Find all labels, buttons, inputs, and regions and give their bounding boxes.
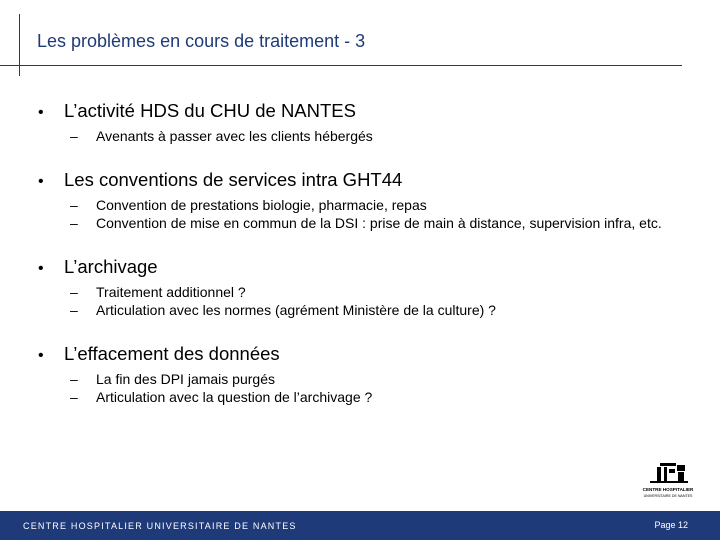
sub-item	[70, 127, 678, 145]
svg-text:UNIVERSITAIRE DE NANTES: UNIVERSITAIRE DE NANTES	[643, 494, 693, 498]
sub-text: Convention de prestations biologie, pharmacie, repas	[96, 197, 427, 213]
sub-item	[70, 370, 678, 388]
bullet-group	[38, 100, 678, 145]
bullet-item	[38, 343, 678, 367]
sub-item	[70, 388, 678, 406]
sub-marker: –	[70, 284, 78, 300]
bullet-marker: •	[38, 104, 44, 121]
bullet-marker: •	[38, 260, 44, 277]
sub-marker: –	[70, 302, 78, 318]
sub-text: Articulation avec les normes (agrément Ministère de la culture) ?	[96, 302, 496, 318]
bullet-text: Les conventions de services intra GHT44	[64, 169, 403, 190]
bullet-marker: •	[38, 173, 44, 190]
decorative-vertical-rule	[19, 14, 20, 76]
sub-item	[70, 301, 678, 319]
sub-text: La fin des DPI jamais purgés	[96, 371, 275, 387]
svg-text:CENTRE HOSPITALIER: CENTRE HOSPITALIER	[642, 487, 694, 492]
slide-content	[38, 100, 678, 430]
sub-text: Articulation avec la question de l’archivage ?	[96, 389, 373, 405]
sub-item	[70, 283, 678, 301]
sub-item	[70, 196, 678, 214]
footer-organization: CENTRE HOSPITALIER UNIVERSITAIRE DE NANTES	[23, 521, 297, 531]
sub-marker: –	[70, 128, 78, 144]
slide-title: Les problèmes en cours de traitement - 3	[37, 31, 366, 51]
sub-marker: –	[70, 197, 78, 213]
bullet-item	[38, 256, 678, 280]
sub-list	[70, 370, 678, 406]
sub-marker: –	[70, 215, 78, 231]
chu-nantes-logo-icon	[640, 461, 696, 505]
sub-marker: –	[70, 389, 78, 405]
sub-text: Convention de mise en commun de la DSI : prise de main à distance, supervision infra, etc.	[96, 215, 662, 231]
sub-marker: –	[70, 371, 78, 387]
sub-text: Traitement additionnel ?	[96, 284, 246, 300]
bullet-text: L’activité HDS du CHU de NANTES	[64, 100, 356, 121]
sub-list	[70, 283, 678, 319]
bullet-group	[38, 256, 678, 319]
sub-list	[70, 196, 678, 232]
bullet-item	[38, 100, 678, 124]
bullet-text: L’archivage	[64, 256, 158, 277]
sub-item	[70, 214, 678, 232]
bullet-item	[38, 169, 678, 193]
bullet-marker: •	[38, 347, 44, 364]
footer-bar	[0, 511, 720, 540]
page-number: Page 12	[654, 520, 688, 530]
bullet-group	[38, 343, 678, 406]
bullet-group	[38, 169, 678, 232]
bullet-text: L’effacement des données	[64, 343, 280, 364]
sub-text: Avenants à passer avec les clients hébergés	[96, 128, 373, 144]
title-underline	[0, 65, 682, 66]
sub-list	[70, 127, 678, 145]
